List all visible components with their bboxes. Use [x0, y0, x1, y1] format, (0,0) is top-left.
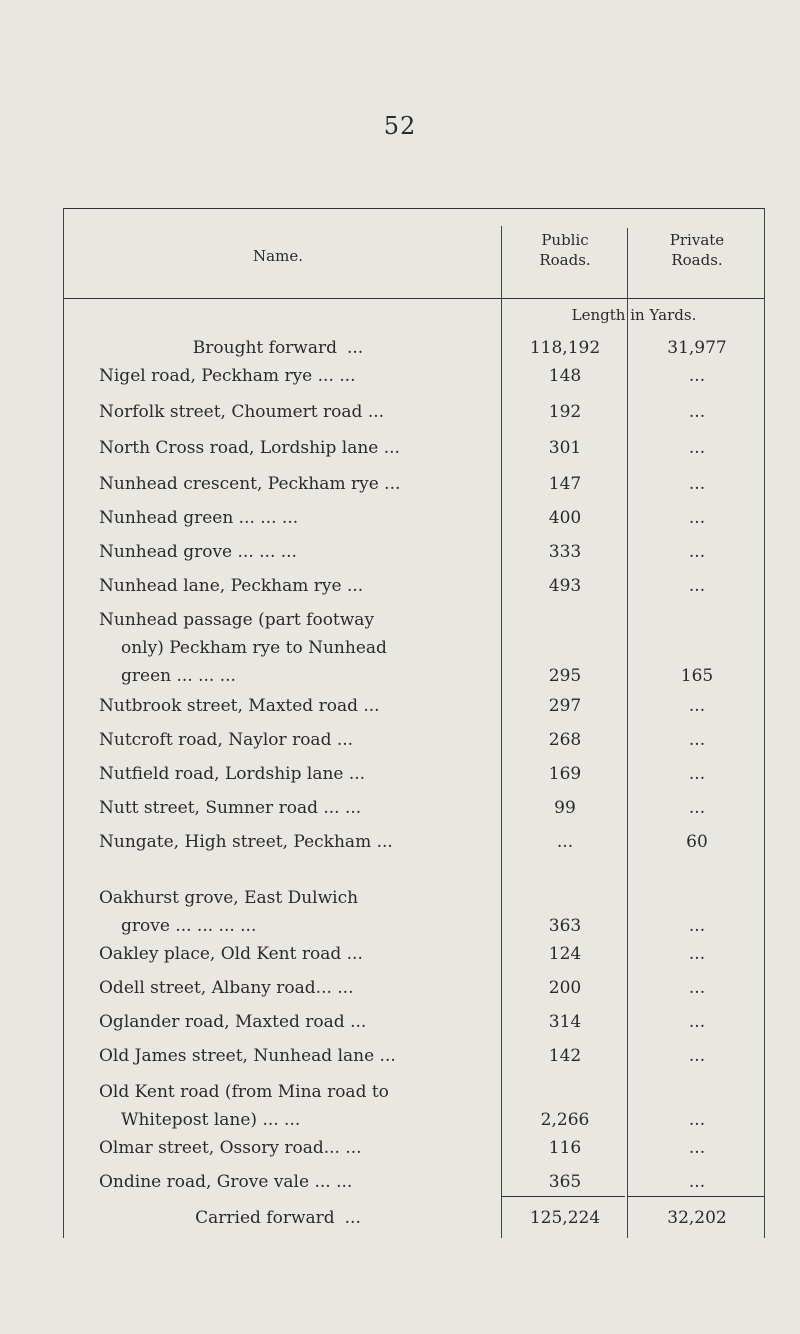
public-roads-value: 333 [548, 542, 582, 562]
road-name-line: Nutbrook street, Maxted road ... [99, 696, 380, 716]
private-roads-value: ... [688, 916, 706, 936]
header-name: Name. [253, 247, 303, 265]
road-name-line: Oglander road, Maxted road ... [99, 1012, 367, 1032]
public-roads-value: 2,266 [540, 1110, 590, 1130]
public-roads-value: 147 [548, 474, 582, 494]
table-row [63, 884, 765, 940]
road-name-line: Nutt street, Sumner road ... ... [99, 798, 362, 818]
private-roads-value: ... [688, 696, 706, 716]
road-name-line: Old Kent road (from Mina road to [99, 1082, 389, 1102]
road-name-line: North Cross road, Lordship lane ... [99, 438, 400, 458]
brought-forward-row [63, 334, 765, 362]
page-number: 52 [383, 112, 417, 140]
private-roads-value: ... [688, 944, 706, 964]
table-row [63, 692, 765, 720]
public-roads-value: 297 [548, 696, 582, 716]
header-bottom-rule [63, 298, 765, 299]
public-roads-value: 365 [548, 1172, 582, 1192]
road-name-line: Oakley place, Old Kent road ... [99, 944, 363, 964]
road-name [99, 1134, 499, 1162]
road-name [99, 940, 499, 968]
road-name [99, 828, 499, 856]
private-roads-value: ... [688, 1012, 706, 1032]
private-roads-value: 60 [686, 832, 708, 852]
table-row [63, 1078, 765, 1134]
length-in-yards-label: Length in Yards. [571, 306, 697, 324]
road-name-line: Norfolk street, Choumert road ... [99, 402, 385, 422]
road-name-line: grove ... ... ... ... [121, 916, 257, 936]
public-roads-value: 148 [548, 366, 582, 386]
road-name-line: only) Peckham rye to Nunhead [121, 638, 387, 658]
road-name-line: Nunhead lane, Peckham rye ... [99, 576, 364, 596]
private-roads-value: ... [688, 730, 706, 750]
road-name-line: Whitepost lane) ... ... [121, 1110, 301, 1130]
table-row [63, 538, 765, 566]
road-name-line: Nunhead crescent, Peckham rye ... [99, 474, 401, 494]
private-roads-value: ... [688, 576, 706, 596]
private-roads-value: ... [688, 542, 706, 562]
road-name [99, 606, 499, 690]
private-roads-value: ... [688, 1172, 706, 1192]
public-roads-value: 295 [548, 666, 582, 686]
road-name-line: Nungate, High street, Peckham ... [99, 832, 393, 852]
header-public-line2: Roads. [539, 251, 591, 269]
road-name [99, 1042, 499, 1070]
road-name [99, 434, 499, 462]
carried-forward-private: 32,202 [667, 1208, 727, 1228]
carried-forward-public: 125,224 [529, 1208, 601, 1228]
road-name-line: Odell street, Albany road... ... [99, 978, 354, 998]
header-private-roads [629, 230, 765, 270]
road-name [99, 538, 499, 566]
total-rule-private [627, 1196, 765, 1197]
public-roads-value: 301 [548, 438, 582, 458]
brought-forward-private: 31,977 [667, 338, 727, 358]
private-roads-value: ... [688, 1138, 706, 1158]
public-roads-value: 400 [548, 508, 582, 528]
road-name [99, 470, 499, 498]
public-roads-value: 116 [548, 1138, 582, 1158]
road-name-line: green ... ... ... [121, 666, 236, 686]
public-roads-value: ... [556, 832, 574, 852]
table-row [63, 434, 765, 462]
carried-forward-row [63, 1204, 765, 1232]
table-row [63, 1008, 765, 1036]
table-row [63, 504, 765, 532]
public-roads-value: 169 [548, 764, 582, 784]
road-name [99, 692, 499, 720]
roads-table [63, 208, 765, 1238]
table-row [63, 828, 765, 856]
public-roads-value: 363 [548, 916, 582, 936]
carried-forward-label: Carried forward ... [195, 1208, 361, 1228]
table-row [63, 470, 765, 498]
road-name [99, 974, 499, 1002]
road-name [99, 572, 499, 600]
public-roads-value: 99 [554, 798, 576, 818]
road-name-line: Nutfield road, Lordship lane ... [99, 764, 366, 784]
private-roads-value: ... [688, 438, 706, 458]
public-roads-value: 493 [548, 576, 582, 596]
private-roads-value: 165 [680, 666, 714, 686]
total-rule-public [501, 1196, 625, 1197]
table-row [63, 572, 765, 600]
road-name [99, 884, 499, 940]
road-name-line: Nunhead green ... ... ... [99, 508, 299, 528]
table-row [63, 940, 765, 968]
table-row [63, 362, 765, 390]
road-name-line: Olmar street, Ossory road... ... [99, 1138, 362, 1158]
table-row [63, 760, 765, 788]
private-roads-value: ... [688, 978, 706, 998]
road-name-line: Nunhead passage (part footway [99, 610, 375, 630]
public-roads-value: 200 [548, 978, 582, 998]
table-top-rule [63, 208, 765, 209]
road-name [99, 794, 499, 822]
table-row [63, 398, 765, 426]
road-name-line: Nigel road, Peckham rye ... ... [99, 366, 356, 386]
public-roads-value: 314 [548, 1012, 582, 1032]
road-name-line: Old James street, Nunhead lane ... [99, 1046, 396, 1066]
private-roads-value: ... [688, 402, 706, 422]
private-roads-value: ... [688, 474, 706, 494]
table-row [63, 974, 765, 1002]
road-name-line: Ondine road, Grove vale ... ... [99, 1172, 353, 1192]
table-row [63, 726, 765, 754]
private-roads-value: ... [688, 798, 706, 818]
road-name [99, 1008, 499, 1036]
private-roads-value: ... [688, 764, 706, 784]
private-roads-value: ... [688, 366, 706, 386]
road-name [99, 726, 499, 754]
road-name [99, 398, 499, 426]
header-public-roads [503, 230, 627, 270]
header-public-line1: Public [541, 231, 589, 249]
header-private-line2: Roads. [671, 251, 723, 269]
private-roads-value: ... [688, 1110, 706, 1130]
road-name [99, 504, 499, 532]
public-roads-value: 192 [548, 402, 582, 422]
table-row [63, 1134, 765, 1162]
public-roads-value: 124 [548, 944, 582, 964]
table-row [63, 606, 765, 690]
brought-forward-public: 118,192 [529, 338, 601, 358]
public-roads-value: 142 [548, 1046, 582, 1066]
table-row [63, 1168, 765, 1196]
road-name-line: Nunhead grove ... ... ... [99, 542, 297, 562]
road-name-line: Nutcroft road, Naylor road ... [99, 730, 354, 750]
road-name [99, 1168, 499, 1196]
public-roads-value: 268 [548, 730, 582, 750]
road-name [99, 1078, 499, 1134]
brought-forward-label: Brought forward ... [192, 338, 364, 358]
road-name-line: Oakhurst grove, East Dulwich [99, 888, 359, 908]
header-private-line1: Private [669, 231, 725, 249]
table-row [63, 794, 765, 822]
table-row [63, 1042, 765, 1070]
private-roads-value: ... [688, 1046, 706, 1066]
road-name [99, 362, 499, 390]
road-name [99, 760, 499, 788]
private-roads-value: ... [688, 508, 706, 528]
